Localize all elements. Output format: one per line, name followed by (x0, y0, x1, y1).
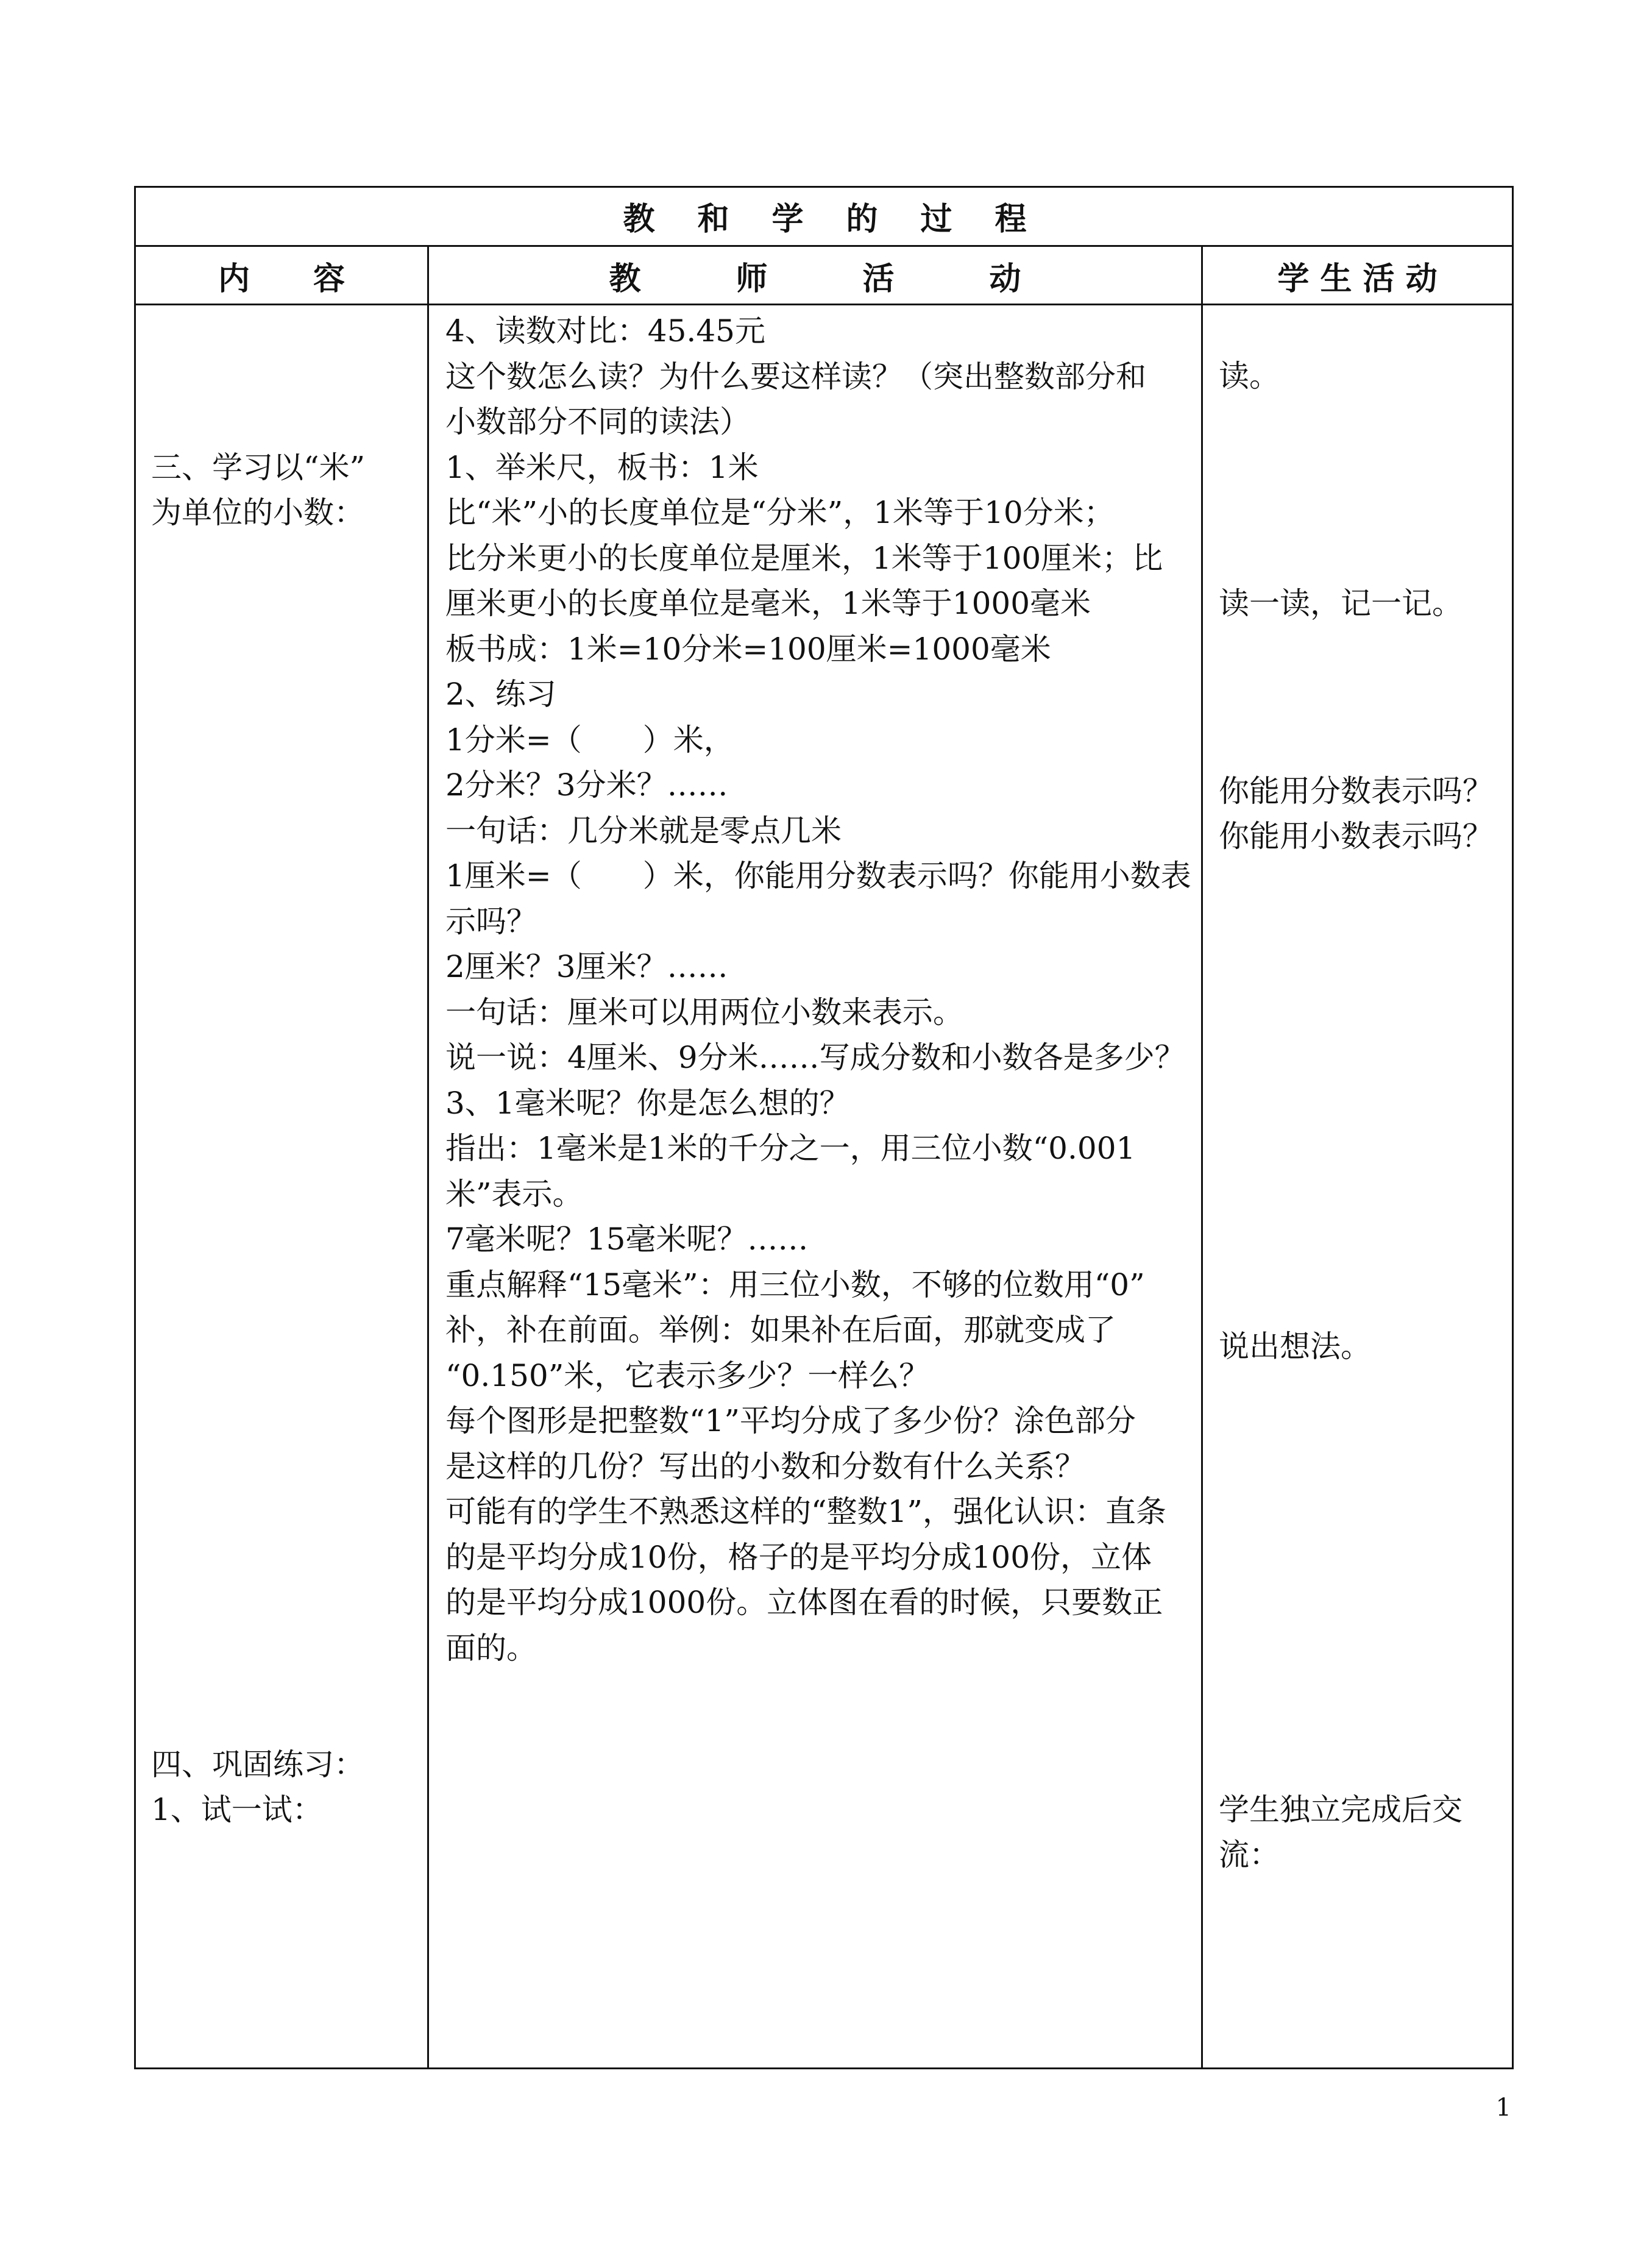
student-note-read: 读。 (1219, 358, 1280, 394)
student-note-idea: 说出想法。 (1219, 1329, 1371, 1364)
teacher-line: 3、1毫米呢？你是怎么想的？ (445, 1085, 850, 1121)
teacher-line: 一句话：几分米就是零点几米 (445, 812, 842, 848)
teacher-line: 1厘米=（ ）米，你能用分数表示吗？你能用小数表 (445, 858, 1191, 894)
section4-heading-line1: 四、巩固练习： (151, 1747, 364, 1782)
student-note-independent-line2: 流： (1219, 1837, 1280, 1872)
teacher-line: 小数部分不同的读法） (445, 404, 750, 439)
teacher-line: 4、读数对比：45.45元 (445, 313, 765, 349)
table-title: 教和学的过程 (623, 201, 1069, 238)
table-right-border (1512, 186, 1514, 2069)
teacher-line: 1分米=（ ）米， (445, 722, 734, 758)
header-content: 内 容 (218, 260, 345, 297)
teacher-line: 米”表示。 (445, 1176, 583, 1212)
teacher-line: 一句话：厘米可以用两位小数来表示。 (445, 994, 963, 1030)
student-note-read-remember: 读一读，记一记。 (1219, 586, 1462, 621)
teacher-line: 是这样的几份？写出的小数和分数有什么关系？ (445, 1448, 1085, 1484)
teacher-line: 比分米更小的长度单位是厘米，1米等于100厘米；比 (445, 540, 1163, 576)
teacher-line: 这个数怎么读？为什么要这样读？（突出整数部分和 (445, 358, 1146, 394)
table-bottom-border (134, 2067, 1514, 2069)
header-teacher-activity: 教 师 活 动 (609, 260, 1021, 297)
teacher-line: 2分米？3分米？…… (445, 767, 728, 803)
section3-heading-line1: 三、学习以“米” (151, 450, 366, 485)
student-note-fraction-question: 你能用分数表示吗？ (1219, 773, 1493, 809)
teacher-student-divider (1201, 245, 1203, 2069)
teacher-line: 可能有的学生不熟悉这样的“整数1”，强化认识：直条 (445, 1494, 1166, 1529)
page-number: 1 (1495, 2094, 1511, 2122)
teacher-line: 说一说：4厘米、9分米……写成分数和小数各是多少？ (445, 1040, 1185, 1075)
teacher-line: 的是平均分成10份，格子的是平均分成100份，立体 (445, 1539, 1152, 1575)
teacher-line: 1、举米尺，板书：1米 (445, 449, 759, 485)
student-note-independent-line1: 学生独立完成后交 (1219, 1792, 1462, 1827)
teacher-line: 的是平均分成1000份。立体图在看的时候，只要数正 (445, 1585, 1163, 1620)
teacher-line: 示吗？ (445, 903, 537, 939)
section4-heading-line2: 1、试一试： (151, 1792, 323, 1827)
content-teacher-divider (427, 245, 429, 2069)
teacher-line: 重点解释“15毫米”：用三位小数，不够的位数用“0” (445, 1267, 1145, 1303)
teacher-line: 面的。 (445, 1630, 537, 1666)
student-note-decimal-question: 你能用小数表示吗？ (1219, 819, 1493, 854)
teacher-line: 板书成：1米=10分米=100厘米=1000毫米 (445, 631, 1051, 667)
teacher-line: 7毫米呢？15毫米呢？…… (445, 1221, 809, 1257)
teacher-line: 补，补在前面。举例：如果补在后面，那就变成了 (445, 1312, 1116, 1348)
header-student-activity: 学 生 活 动 (1277, 260, 1438, 297)
teacher-line: 每个图形是把整数“1”平均分成了多少份？涂色部分 (445, 1403, 1136, 1438)
teacher-line: “0.150”米，它表示多少？一样么？ (445, 1357, 930, 1393)
teacher-line: 2、练习 (445, 677, 556, 712)
table-left-border (134, 186, 136, 2069)
teacher-line: 2厘米？3厘米？…… (445, 949, 728, 984)
teacher-line: 厘米更小的长度单位是毫米，1米等于1000毫米 (445, 586, 1091, 621)
teacher-line: 指出：1毫米是1米的千分之一，用三位小数“0.001 (445, 1131, 1136, 1166)
teacher-line: 比“米”小的长度单位是“分米”，1米等于10分米； (445, 495, 1115, 530)
teacher-activity-text (445, 308, 1195, 1671)
section3-heading-line2: 为单位的小数： (151, 495, 364, 530)
